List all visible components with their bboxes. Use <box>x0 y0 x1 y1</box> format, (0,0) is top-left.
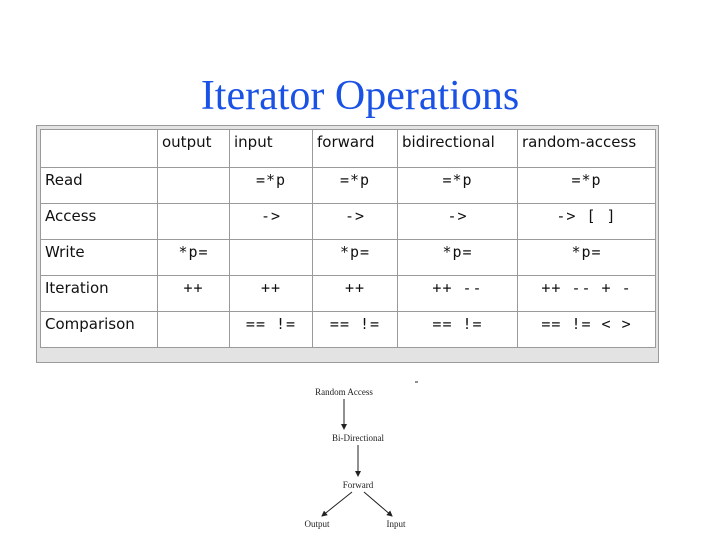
row-label-comparison: Comparison <box>41 312 158 348</box>
header-random-access: random-access <box>518 130 656 168</box>
row-label-read: Read <box>41 168 158 204</box>
table-cell: *p= <box>398 240 518 276</box>
arrow-forward-to-output <box>322 492 352 516</box>
table-cell: -> <box>398 204 518 240</box>
table-row <box>41 312 656 348</box>
node-random-access: Random Access <box>315 387 373 397</box>
iterator-hierarchy-diagram <box>300 375 420 535</box>
row-label-iteration: Iteration <box>41 276 158 312</box>
table-cell <box>230 240 313 276</box>
table-cell <box>158 168 230 204</box>
arrow-forward-to-input <box>364 492 392 516</box>
table-cell: *p= <box>158 240 230 276</box>
table-cell: == != <box>230 312 313 348</box>
table-cell: -> <box>313 204 398 240</box>
table-cell: =*p <box>398 168 518 204</box>
table-cell: == != <box>398 312 518 348</box>
header-bidirectional: bidirectional <box>398 130 518 168</box>
table-cell: -> [ ] <box>518 204 656 240</box>
table-header-row <box>41 130 656 168</box>
table-cell: == != <box>313 312 398 348</box>
table-cell <box>158 204 230 240</box>
table-cell: ++ -- <box>398 276 518 312</box>
table-cell: *p= <box>313 240 398 276</box>
node-input: Input <box>386 519 406 529</box>
operations-table <box>40 129 656 348</box>
table-row <box>41 240 656 276</box>
table-cell: =*p <box>230 168 313 204</box>
table-cell: *p= <box>518 240 656 276</box>
table-cell: -> <box>230 204 313 240</box>
table-row <box>41 204 656 240</box>
slide-title: Iterator Operations <box>200 73 520 119</box>
table-cell <box>158 312 230 348</box>
table-cell: =*p <box>518 168 656 204</box>
table-cell: ++ -- + - <box>518 276 656 312</box>
table-cell: =*p <box>313 168 398 204</box>
table-cell: ++ <box>313 276 398 312</box>
row-label-write: Write <box>41 240 158 276</box>
node-bidirectional: Bi-Directional <box>332 433 384 443</box>
header-output: output <box>158 130 230 168</box>
table-cell: ++ <box>230 276 313 312</box>
table-row <box>41 168 656 204</box>
table-cell: ++ <box>158 276 230 312</box>
table-cell: == != < > <box>518 312 656 348</box>
header-input: input <box>230 130 313 168</box>
node-output: Output <box>304 519 330 529</box>
row-label-access: Access <box>41 204 158 240</box>
operations-table-frame <box>36 125 659 363</box>
node-forward: Forward <box>342 480 374 490</box>
table-row <box>41 276 656 312</box>
header-corner <box>41 130 158 168</box>
header-forward: forward <box>313 130 398 168</box>
hierarchy-svg <box>300 375 420 535</box>
